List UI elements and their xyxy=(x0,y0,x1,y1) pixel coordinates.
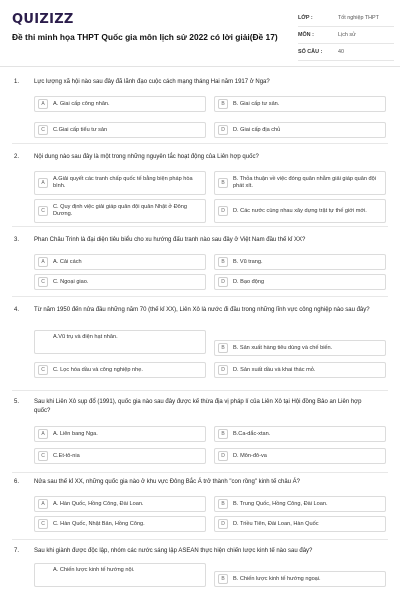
option-letter: D xyxy=(218,277,228,287)
question-number: 5. xyxy=(14,399,20,405)
option-text: D. Sản xuất dầu và khai thác mỏ. xyxy=(233,366,316,373)
question-divider xyxy=(12,539,388,540)
option-text: A. Cải cách xyxy=(53,258,82,265)
option-b[interactable] xyxy=(214,340,386,356)
question-1 xyxy=(0,78,400,133)
option-d[interactable] xyxy=(214,516,386,532)
option-letter: B xyxy=(218,99,228,109)
quizizz-logo[interactable]: QUIZIZZ xyxy=(12,12,74,27)
question-7 xyxy=(0,547,400,582)
question-divider xyxy=(12,226,388,227)
option-d[interactable] xyxy=(214,274,386,290)
question-5 xyxy=(0,398,400,459)
option-d[interactable] xyxy=(214,448,386,464)
option-letter: C xyxy=(38,277,48,287)
option-letter: C xyxy=(38,519,48,529)
option-text: B. Thỏa thuận về việc đóng quân nhằm giải giáp quân đội phát xít. xyxy=(233,176,376,189)
option-b[interactable] xyxy=(214,426,386,442)
header xyxy=(0,0,400,67)
question-6 xyxy=(0,478,400,527)
option-text: C. Hàn Quốc, Nhật Bản, Hồng Công. xyxy=(53,520,145,527)
option-c[interactable] xyxy=(34,199,206,223)
question-text: Phan Châu Trinh là đại diện tiêu biểu cho xu hướng đấu tranh nào sau đây ở Việt Nam đầu thế kỉ XX? xyxy=(34,237,306,243)
question-number: 1. xyxy=(14,79,20,85)
option-text: C. Ngoại giao. xyxy=(53,278,89,285)
option-letter: C xyxy=(38,125,48,135)
option-b[interactable] xyxy=(214,571,386,587)
option-c[interactable] xyxy=(34,448,206,464)
question-text: Nội dung nào sau đây là một trong những nguyên tắc hoạt động của Liên hợp quốc? xyxy=(34,154,259,160)
question-text: Lực lượng xã hội nào sau đây đã lãnh đạo cuộc cách mạng tháng Hai năm 1917 ở Nga? xyxy=(34,79,270,85)
question-3 xyxy=(0,236,400,285)
option-text: B. Trung Quốc, Hồng Công, Đài Loan. xyxy=(233,500,328,507)
question-divider xyxy=(12,472,388,473)
option-text: A. Hàn Quốc, Hồng Công, Đài Loan. xyxy=(53,500,144,507)
option-text: D. Giai cấp địa chủ xyxy=(233,126,281,133)
option-letter: A xyxy=(38,178,48,188)
option-a[interactable] xyxy=(34,96,206,112)
option-c[interactable] xyxy=(34,516,206,532)
option-text: D. Bạo động xyxy=(233,278,265,285)
option-a[interactable] xyxy=(34,496,206,512)
option-a[interactable] xyxy=(34,330,206,354)
question-number: 2. xyxy=(14,154,20,160)
option-letter: B xyxy=(218,257,228,267)
meta-row-count xyxy=(298,44,394,61)
option-text: B. Sản xuất hàng tiêu dùng và chế biến. xyxy=(233,344,333,351)
meta-label: LỚP : xyxy=(298,15,313,21)
option-text: A. Chiến lược kinh tế hướng nội. xyxy=(53,567,135,573)
option-letter: D xyxy=(218,451,228,461)
question-divider xyxy=(12,143,388,144)
option-a[interactable] xyxy=(34,563,206,587)
question-text: Từ năm 1950 đến nửa đầu những năm 70 (thế kỉ XX), Liên Xô là nước đi đầu trong những lĩnh vực công nghiệp nào sau đây? xyxy=(34,307,370,313)
question-2 xyxy=(0,153,400,217)
meta-value: Lịch sử xyxy=(338,32,356,38)
question-number: 7. xyxy=(14,548,20,554)
option-text: A.Giải quyết các tranh chấp quốc tế bằng biện pháp hòa bình. xyxy=(53,176,193,189)
question-divider xyxy=(12,390,388,391)
option-d[interactable] xyxy=(214,362,386,378)
option-letter: D xyxy=(218,125,228,135)
option-c[interactable] xyxy=(34,362,206,378)
meta-row-class xyxy=(298,10,394,27)
option-b[interactable] xyxy=(214,171,386,195)
question-number: 6. xyxy=(14,479,20,485)
option-c[interactable] xyxy=(34,274,206,290)
meta-table xyxy=(298,10,394,61)
option-letter: B xyxy=(218,178,228,188)
meta-value: Tốt nghiệp THPT xyxy=(338,15,379,21)
question-divider xyxy=(12,296,388,297)
page-title: Đề thi minh họa THPT Quốc gia môn lịch sử 2022 có lời giải(Đề 17) xyxy=(12,32,278,42)
question-text: Sau khi Liên Xô sụp đổ (1991), quốc gia nào sau đây được kế thừa địa vị pháp lí của Liên Xô tại Hội đồng Bảo an Liên hợp quốc? xyxy=(34,399,362,414)
option-text: B.Ca-dắc-xtan. xyxy=(233,430,271,437)
option-letter: A xyxy=(38,429,48,439)
option-text: A. Giai cấp công nhân. xyxy=(53,100,110,107)
option-d[interactable] xyxy=(214,122,386,138)
option-text: A. Liên bang Nga. xyxy=(53,430,98,437)
option-text: D. Môn-đô-va xyxy=(233,452,267,459)
option-letter: A xyxy=(38,257,48,267)
option-text: C.Giai cấp tiểu tư sản xyxy=(53,126,108,133)
meta-label: MÔN : xyxy=(298,32,314,38)
option-a[interactable] xyxy=(34,171,206,195)
option-letter: B xyxy=(218,429,228,439)
option-letter: B xyxy=(218,343,228,353)
option-letter: B xyxy=(218,574,228,584)
meta-label: SỐ CÂU : xyxy=(298,49,323,55)
meta-value: 40 xyxy=(338,49,344,55)
option-a[interactable] xyxy=(34,426,206,442)
option-letter: C xyxy=(38,206,48,216)
option-text: C. Quy định việc giải giáp quân đội quân Nhật ở Đông Dương. xyxy=(53,204,187,217)
question-4 xyxy=(0,306,400,373)
option-a[interactable] xyxy=(34,254,206,270)
option-text: C.Et-tô-nia xyxy=(53,452,80,459)
question-number: 4. xyxy=(14,307,20,313)
option-b[interactable] xyxy=(214,496,386,512)
option-text: C. Lọc hóa dầu và công nghiệp nhẹ. xyxy=(53,366,143,373)
option-d[interactable] xyxy=(214,199,386,223)
option-text: A.Vũ trụ và điện hạt nhân. xyxy=(53,334,118,340)
meta-row-subject xyxy=(298,27,394,44)
option-letter: C xyxy=(38,451,48,461)
option-letter: D xyxy=(218,206,228,216)
option-letter: D xyxy=(218,519,228,529)
question-text: Sau khi giành được độc lập, nhóm các nước sáng lập ASEAN thực hiện chiến lược kinh tế nào sau đây? xyxy=(34,548,313,554)
question-number: 3. xyxy=(14,237,20,243)
option-text: B. Giai cấp tư sản. xyxy=(233,100,280,107)
option-c[interactable] xyxy=(34,122,206,138)
option-letter: B xyxy=(218,499,228,509)
option-b[interactable] xyxy=(214,254,386,270)
option-b[interactable] xyxy=(214,96,386,112)
question-text: Nửa sau thế kỉ XX, những quốc gia nào ở khu vực Đông Bắc Á trở thành "con rồng" kinh tế châu Á? xyxy=(34,479,300,485)
option-text: B. Chiến lược kinh tế hướng ngoại. xyxy=(233,575,321,582)
option-letter: A xyxy=(38,499,48,509)
option-text: D. Các nước cùng nhau xây dựng trật tự thế giới mới. xyxy=(233,207,367,214)
option-letter: D xyxy=(218,365,228,375)
option-letter: A xyxy=(38,99,48,109)
option-text: B. Vũ trang. xyxy=(233,258,263,265)
option-text: D. Triều Tiên, Đài Loan, Hàn Quốc xyxy=(233,520,319,527)
option-letter: C xyxy=(38,365,48,375)
